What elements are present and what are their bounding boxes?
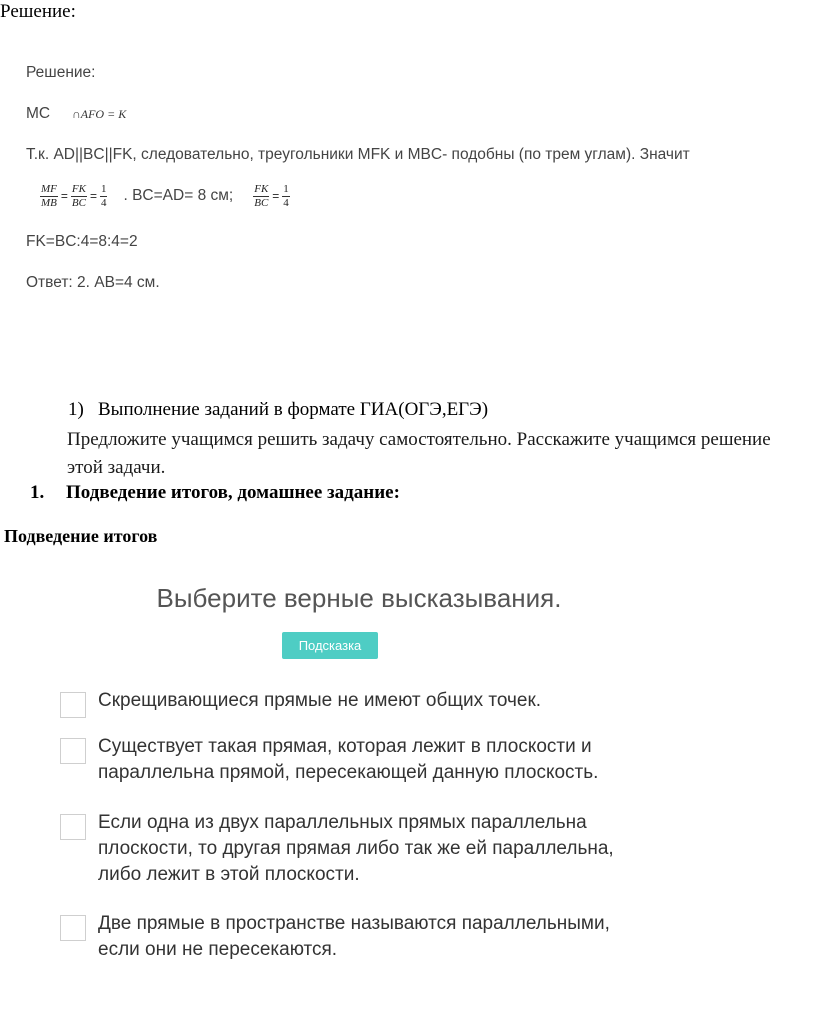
option-text: Две прямые в пространстве называются параллельными, если они не пересекаются. — [98, 913, 610, 960]
summary-heading: Подведение итогов — [4, 526, 158, 546]
quiz-title: Выберите верные высказывания. — [156, 583, 562, 613]
fraction-numerator: FK — [71, 182, 86, 195]
mc-label: MC — [26, 105, 51, 122]
option-text: Если одна из двух параллельных прямых параллельна плоскости, то другая прямая либо так же ей параллельна, либо лежит в этой плоскости. — [98, 812, 614, 885]
fraction-fk-bc — [71, 183, 87, 210]
solution-heading: Решение: — [26, 64, 96, 81]
fraction-denominator: MB — [41, 196, 57, 209]
equals-sign: = — [89, 189, 97, 203]
fk-calculation: FK=BC:4=8:4=2 — [26, 233, 138, 250]
task-number: 1) — [68, 399, 84, 420]
bc-ad-text: . BC=AD= 8 см; — [123, 187, 234, 204]
summary-title: Подведение итогов, домашнее задание: — [66, 482, 400, 503]
task-title: Выполнение заданий в формате ГИА(ОГЭ,ЕГЭ) — [98, 399, 489, 420]
solution-mc-row — [26, 105, 126, 123]
fraction-numerator: FK — [254, 182, 269, 195]
fraction-one-quarter-2 — [282, 183, 290, 210]
document-title: Решение: — [0, 1, 76, 22]
option-checkbox[interactable] — [60, 915, 86, 941]
option-text: Скрещивающиеся прямые не имеют общих точек. — [98, 690, 542, 711]
equals-sign: = — [60, 189, 68, 203]
equals-sign: = — [272, 189, 280, 203]
option-checkbox[interactable] — [60, 738, 86, 764]
summary-number: 1. — [30, 482, 45, 503]
fraction-denominator: 4 — [283, 196, 289, 209]
quiz-option[interactable] — [60, 915, 648, 963]
solution-image — [0, 50, 816, 310]
fraction-numerator: MF — [41, 182, 57, 195]
fraction-denominator: 4 — [100, 196, 107, 209]
task-list-item — [68, 398, 488, 422]
option-checkbox[interactable] — [60, 814, 86, 840]
task-description: Предложите учащимся решить задачу самостоятельно. Расскажите учащимся решение этой задачи. — [67, 429, 771, 478]
intersection-formula: ∩AFO = K — [72, 107, 127, 121]
hint-button[interactable]: Подсказка — [282, 632, 378, 659]
fraction-numerator: 1 — [283, 182, 289, 195]
solution-answer: Ответ: 2. AB=4 см. — [26, 274, 160, 291]
fraction-denominator: BC — [254, 196, 269, 209]
solution-reasoning: Т.к. AD||BC||FK, следовательно, треугольники MFK и MBC- подобны (по трем углам). Значит — [26, 146, 690, 163]
solution-fractions — [26, 178, 290, 214]
fraction-denominator: BC — [71, 196, 86, 209]
quiz-option[interactable] — [60, 814, 648, 888]
quiz-option[interactable] — [60, 692, 658, 718]
fraction-numerator: 1 — [100, 182, 107, 195]
fraction-one-quarter — [100, 183, 108, 210]
quiz-option[interactable] — [60, 738, 638, 786]
option-checkbox[interactable] — [60, 692, 86, 718]
fraction-mf-mb — [40, 183, 58, 210]
summary-list-item — [30, 482, 400, 504]
option-text: Существует такая прямая, которая лежит в плоскости и параллельна прямой, пересекающей данную плоскость. — [98, 736, 599, 783]
fraction-fk-bc-2 — [253, 183, 269, 210]
